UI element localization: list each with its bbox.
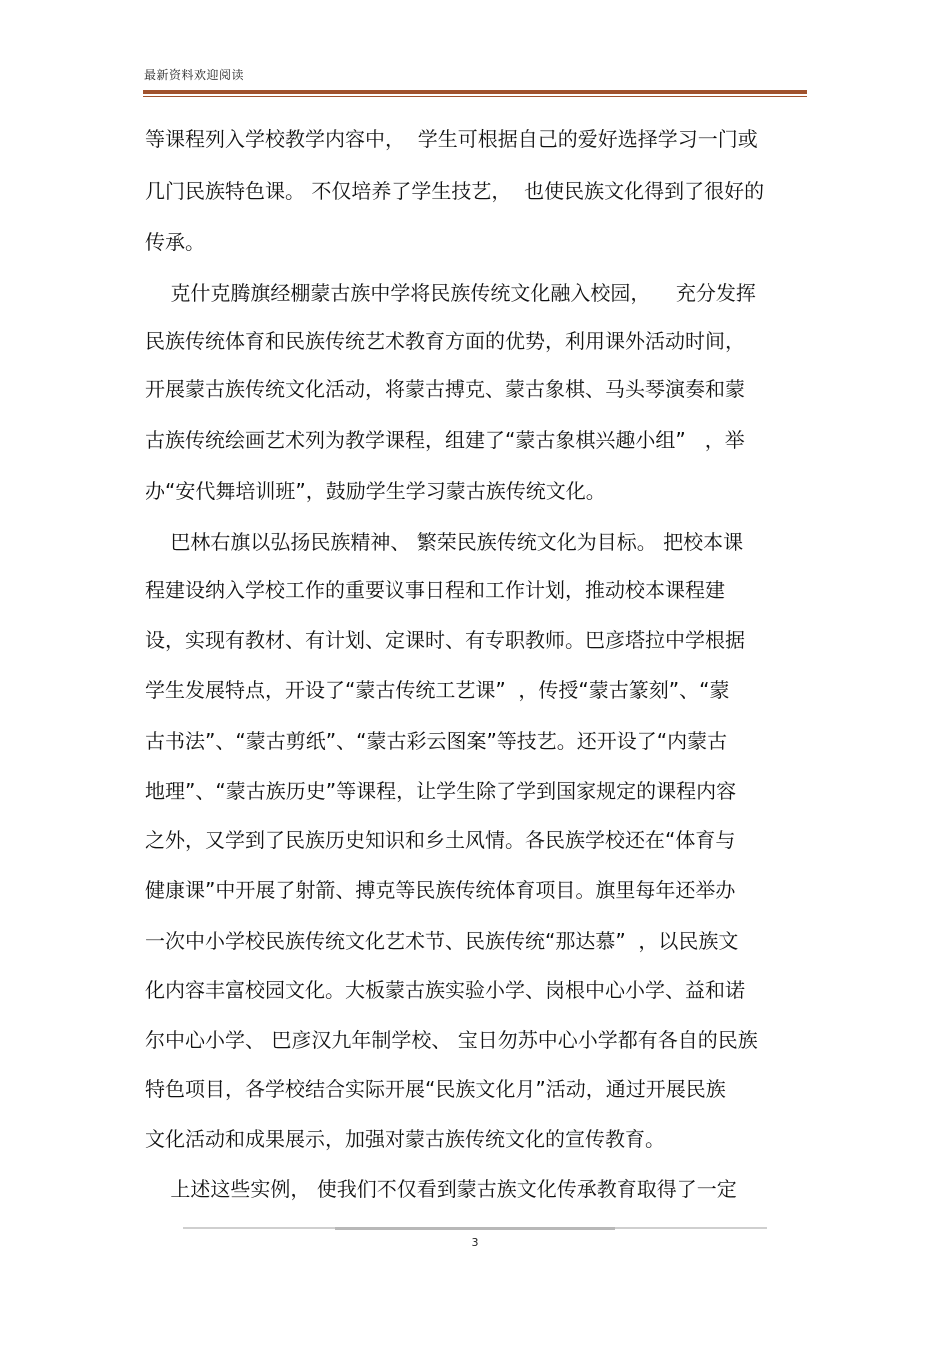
text-line: 开展蒙古族传统文化活动，将蒙古搏克、蒙古象棋、马头琴演奏和蒙 [145, 377, 745, 401]
text-line: 传承。 [145, 230, 205, 254]
header-title: 最新资料欢迎阅读 [144, 68, 245, 82]
text-line: 办“安代舞培训班”，鼓励学生学习蒙古族传统文化。 [145, 479, 606, 503]
text-line: 几门民族特色课。 不仅培养了学生技艺， 也使民族文化得到了很好的 [145, 179, 765, 203]
header-divider [143, 90, 807, 94]
text-line: 特色项目，各学校结合实际开展“民族文化月”活动，通过开展民族 [145, 1077, 726, 1101]
text-line: 学生发展特点，开设了“蒙古传统工艺课” ，传授“蒙古篆刻”、“蒙 [145, 678, 730, 702]
text-line: 民族传统体育和民族传统艺术教育方面的优势，利用课外活动时间， [145, 329, 745, 353]
text-line: 地理”、“蒙古族历史”等课程，让学生除了学到国家规定的课程内容 [145, 779, 737, 803]
footer-divider-accent [335, 1227, 615, 1230]
text-line: 尔中心小学、 巴彦汉九年制学校、 宝日勿苏中心小学都有各自的民族 [145, 1028, 758, 1052]
text-line: 一次中小学校民族传统文化艺术节、民族传统“那达慕” ，以民族文 [145, 929, 739, 953]
text-line: 程建设纳入学校工作的重要议事日程和工作计划，推动校本课程建 [145, 578, 725, 602]
header-divider-thin [143, 96, 807, 97]
text-line: 化内容丰富校园文化。大板蒙古族实验小学、岗根中心小学、益和诺 [145, 978, 745, 1002]
page-number: 3 [471, 1236, 479, 1249]
text-line: 巴林右旗以弘扬民族精神、 繁荣民族传统文化为目标。 把校本课 [145, 530, 744, 554]
text-line: 之外，又学到了民族历史知识和乡土风情。各民族学校还在“体育与 [145, 828, 736, 852]
text-line: 设，实现有教材、有计划、定课时、有专职教师。巴彦塔拉中学根据 [145, 628, 745, 652]
text-line: 健康课”中开展了射箭、搏克等民族传统体育项目。旗里每年还举办 [145, 878, 736, 902]
text-line: 古书法”、“蒙古剪纸”、“蒙古彩云图案”等技艺。还开设了“内蒙古 [145, 729, 728, 753]
text-line: 上述这些实例， 使我们不仅看到蒙古族文化传承教育取得了一定 [145, 1177, 737, 1201]
text-line: 古族传统绘画艺术列为教学课程，组建了“蒙古象棋兴趣小组” ，举 [145, 428, 745, 452]
text-line: 文化活动和成果展示，加强对蒙古族传统文化的宣传教育。 [145, 1127, 665, 1151]
text-line: 克什克腾旗经棚蒙古族中学将民族传统文化融入校园， 充分发挥 [145, 281, 756, 305]
text-line: 等课程列入学校教学内容中， 学生可根据自己的爱好选择学习一门或 [145, 127, 758, 151]
